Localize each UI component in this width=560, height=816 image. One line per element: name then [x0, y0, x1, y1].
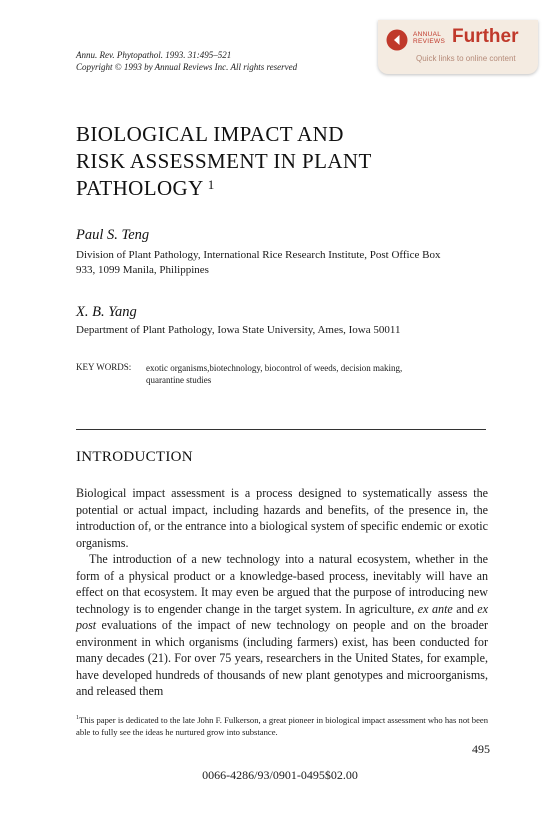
annual-reviews-further-badge[interactable] [378, 20, 538, 74]
annual-reviews-logo-icon [386, 29, 408, 51]
footnote: $^1$This paper is dedicated to the late John F. Fulkerson, a great pioneer in biological impact assessment who has not been able to fully see the ideas he nurtured grow into substance. [76, 714, 488, 737]
article-title: BIOLOGICAL IMPACT AND RISK ASSESSMENT IN PLANT PATHOLOGY $^1$ [76, 122, 372, 200]
paragraph: Biological impact assessment is a process designed to systematically assess the potential or actual impact, including hazards and benefits, of the presence in, the introduction of, or the entrance into a biological system of specific endemic or exotic organisms. [76, 486, 488, 550]
keywords-label: KEY WORDS: [76, 362, 132, 372]
emphasis-ex-ante: ex ante [417, 601, 453, 616]
paragraph: The introduction of a new technology into a natural ecosystem, whether in the form of a physical product or a knowledge-based process, inevitably will have an effect on that ecosystem. It may even be argued that the purpose of introducing new technology is to engender change in the target system. In agriculture, ex ante and ex post evaluations of the impact of new technology on people and on the broader environment in which organisms (including farmers) exist, has been conducted for many decades (21). For over 75 years, researchers in the United States, for example, have developed hundreds of thousands of new plant genotypes and microorganisms, and released them [76, 552, 488, 698]
badge-publisher: ANNUAL REVIEWS [413, 31, 446, 45]
journal-copyright: Copyright © 1993 by Annual Reviews Inc. All rights reserved [76, 62, 298, 72]
badge-tagline: Quick links to online content [416, 54, 516, 63]
author-affiliation: Department of Plant Pathology, Iowa State University, Ames, Iowa 50011 [76, 324, 401, 336]
journal-citation: Annu. Rev. Phytopathol. 1993. 31:495–521 [76, 50, 232, 60]
page-number: 495 [472, 742, 490, 756]
title-footnote-mark: 1 [207, 177, 215, 192]
body-text [76, 485, 488, 700]
section-divider [76, 429, 486, 430]
price-code: 0066-4286/93/0901-0495$02.00 [202, 768, 358, 782]
author-name: X. B. Yang [76, 304, 137, 320]
footnote-mark: 1 [76, 715, 79, 721]
journal-header [76, 49, 297, 73]
keywords-list: exotic organisms,biotechnology, biocontrol of weeds, decision making, quarantine studies [146, 363, 403, 385]
emphasis-ex-post: ex post [76, 601, 488, 632]
section-heading: INTRODUCTION [76, 449, 193, 465]
author-affiliation: Division of Plant Pathology, International Rice Research Institute, Post Office Box 933, 1099 Manila, Philippines [76, 249, 441, 276]
author-name: Paul S. Teng [76, 227, 150, 243]
badge-further-label: Further [452, 26, 519, 47]
